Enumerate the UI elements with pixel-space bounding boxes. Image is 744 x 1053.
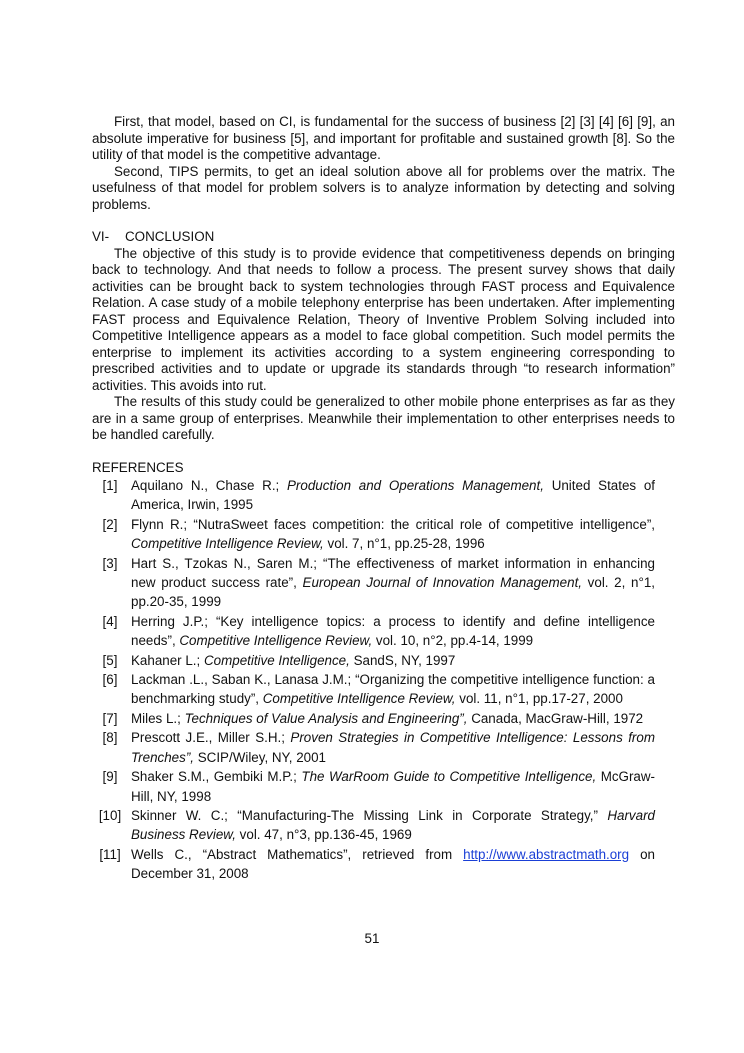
reference-number: [3]	[102, 555, 118, 571]
page-content	[92, 114, 675, 884]
reference-details: SandS, NY, 1997	[349, 652, 456, 668]
reference-details: vol. 11, n°1, pp.17-27, 2000	[455, 691, 623, 707]
reference-item	[92, 554, 675, 612]
page-number: 51	[364, 931, 380, 946]
reference-item	[92, 670, 675, 709]
reference-text: Lackman .L., Saban K., Lanasa J.M.; “Organizing the competitive intelligence function: a benchmarking study”,	[131, 672, 655, 707]
reference-item	[92, 476, 675, 515]
reference-number: [2]	[102, 516, 118, 532]
reference-item	[92, 806, 675, 845]
reference-number: [6]	[102, 672, 118, 688]
reference-source: Competitive Intelligence Review,	[131, 536, 324, 552]
reference-number: [1]	[102, 478, 118, 493]
conclusion-paragraph: The results of this study could be generalized to other mobile phone enterprises as far as they are in a same group of enterprises. Meanwhile their implementation to other enterprises needs to be handled carefully.	[92, 394, 675, 442]
reference-item	[92, 612, 675, 651]
reference-details: vol. 7, n°1, pp.25-28, 1996	[323, 536, 485, 552]
reference-source: The WarRoom Guide to Competitive Intelligence,	[301, 769, 597, 785]
reference-number: [11]	[99, 846, 121, 862]
reference-text: Kahaner L.;	[131, 652, 204, 668]
reference-item	[92, 515, 675, 554]
reference-item	[92, 728, 675, 767]
reference-details: vol. 10, n°2, pp.4-14, 1999	[372, 633, 534, 649]
reference-list	[92, 476, 675, 884]
reference-text: Wells C., “Abstract Mathematics”, retrieved from	[131, 846, 464, 862]
reference-source: Harvard Business Review,	[131, 807, 655, 843]
reference-details: McGraw-Hill, NY, 1998	[131, 769, 656, 804]
references-heading: REFERENCES	[92, 459, 184, 475]
reference-text: Flynn R.; “NutraSweet faces competition: the critical role of competitive intelligence”,	[131, 516, 655, 532]
reference-text: Skinner W. C.; “Manufacturing-The Missing Link in Corporate Strategy,”	[131, 807, 608, 823]
reference-number: [7]	[102, 710, 118, 726]
reference-item	[92, 651, 675, 670]
reference-details: vol. 47, n°3, pp.136-45, 1969	[235, 827, 412, 843]
conclusion-paragraph: The objective of this study is to provide evidence that competitiveness depends on bringing back to technology. And that needs to follow a process. The present survey shows that daily activities can be brought back to system technologies through FAST process and Equivalence Relation. A case study of a mobile telephony enterprise has been undertaken. After implementing FAST process and Equivalence Relation, Theory of Inventive Problem Solving included into Competitive Intelligence appears as a model to face global competition. Such model permits the enterprise to implement its activities according to a system engineering corresponding to prescribed activities and to update or upgrade its standards through “to research information” activities. This avoids into rut.	[92, 245, 675, 393]
reference-text: Shaker S.M., Gembiki M.P.;	[131, 769, 302, 785]
reference-link[interactable]: http://www.abstractmath.org	[463, 846, 630, 862]
reference-text: Prescott J.E., Miller S.H.;	[131, 730, 291, 746]
reference-number: [9]	[102, 769, 118, 785]
reference-item	[92, 845, 675, 884]
section-title: CONCLUSION	[125, 229, 215, 244]
reference-item	[92, 767, 675, 806]
reference-source: Competitive Intelligence Review,	[262, 691, 456, 707]
reference-item	[92, 709, 675, 728]
body-paragraph: Second, TIPS permits, to get an ideal solution above all for problems over the matrix. The usefulness of that model for problem solvers is to analyze information by detecting and solving problems.	[92, 163, 675, 212]
reference-details: vol. 2, n°1, pp.20-35, 1999	[131, 575, 655, 610]
reference-text: Herring J.P.; “Key intelligence topics: a process to identify and define intelligence needs”,	[131, 613, 655, 649]
reference-number: [10]	[98, 807, 122, 823]
reference-source: Techniques of Value Analysis and Engineering”,	[184, 710, 468, 726]
reference-number: [8]	[102, 730, 118, 746]
reference-source: Proven Strategies in Competitive Intelligence: Lessons from Trenches”,	[131, 730, 655, 765]
reference-number: [4]	[102, 613, 118, 629]
reference-number: [5]	[102, 652, 118, 668]
reference-details: on December 31, 2008	[131, 846, 655, 882]
section-number: VI-	[92, 229, 110, 244]
reference-details: SCIP/Wiley, NY, 2001	[194, 749, 326, 765]
section-heading	[92, 229, 675, 246]
reference-source: Competitive Intelligence Review,	[179, 633, 373, 649]
reference-text: Miles L.;	[131, 710, 185, 726]
reference-source: European Journal of Innovation Management,	[302, 575, 583, 591]
reference-details: United States of America, Irwin, 1995	[131, 478, 655, 513]
body-paragraph: First, that model, based on CI, is fundamental for the success of business [2] [3] [4] [6] [9], an absolute imperative for business [5], and important for profitable and sustained growth [8]. So the utility of that model is the competitive advantage.	[92, 114, 675, 162]
reference-details: Canada, MacGraw-Hill, 1972	[467, 710, 644, 726]
reference-source: Production and Operations Management,	[287, 478, 544, 493]
reference-source: Competitive Intelligence,	[203, 652, 350, 668]
reference-text: Aquilano N., Chase R.;	[131, 478, 287, 493]
reference-text: Hart S., Tzokas N., Saren M.; “The effectiveness of market information in enhancing new product success rate”,	[131, 555, 655, 591]
